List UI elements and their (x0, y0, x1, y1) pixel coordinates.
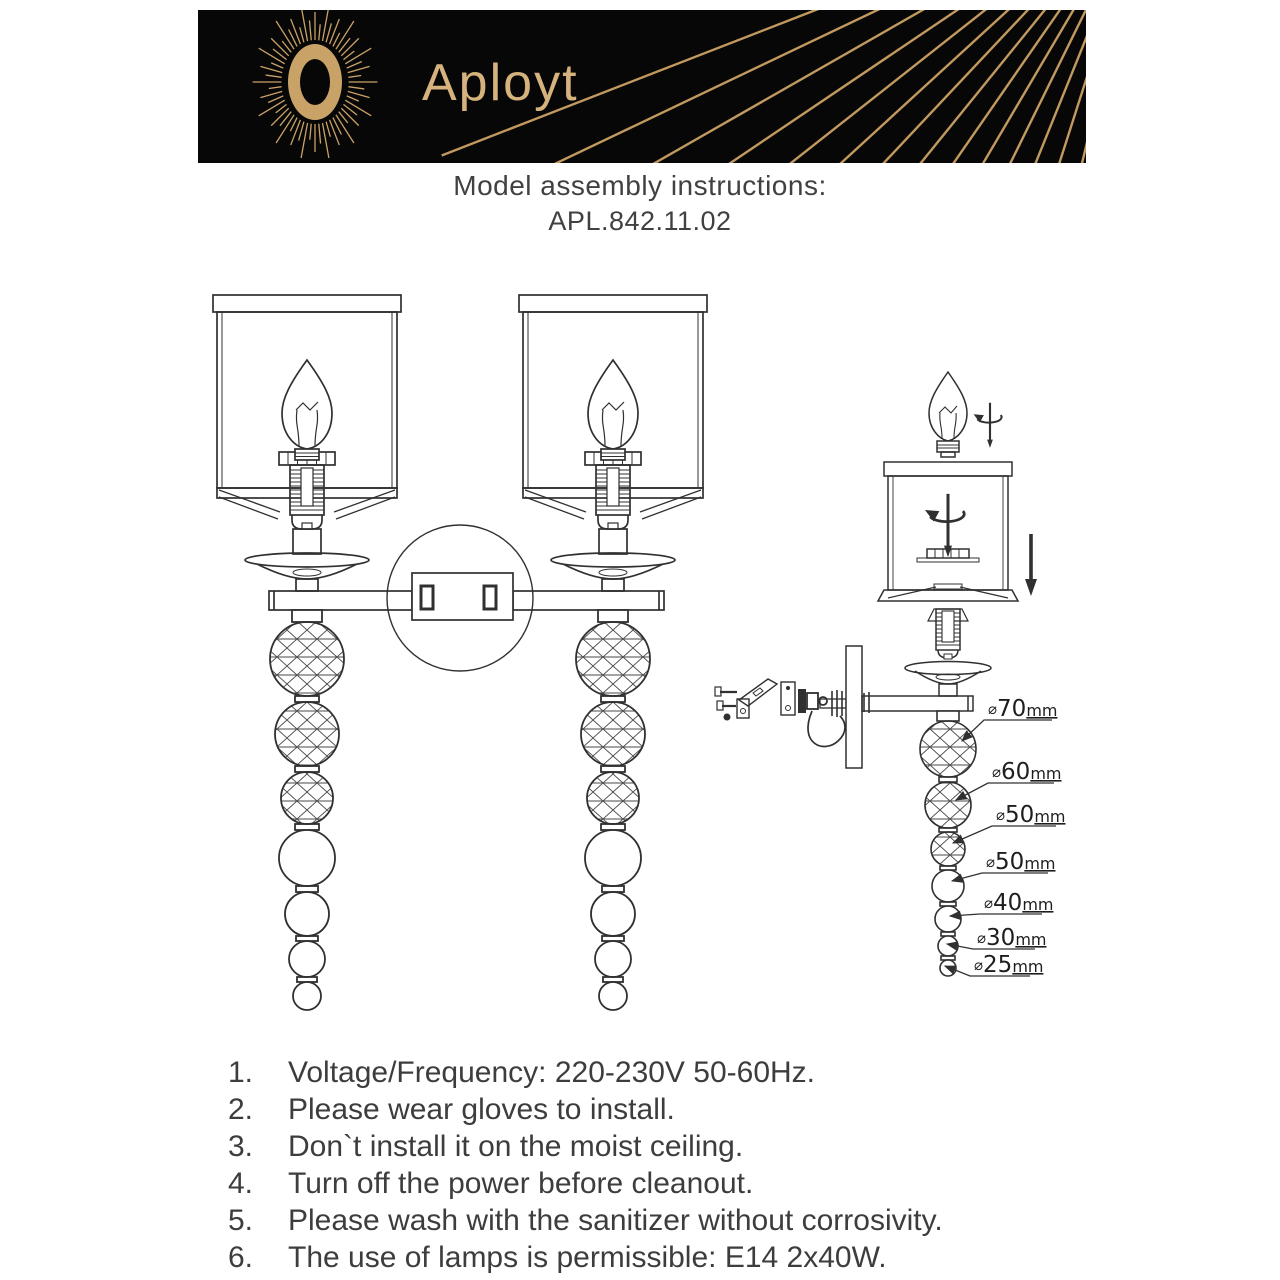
item-number: 6. (228, 1241, 254, 1274)
item-text: Voltage/Frequency: 220-230V 50-60Hz. (288, 1056, 816, 1089)
instruction-item (228, 1204, 943, 1241)
instruction-item (228, 1130, 943, 1167)
instruction-item (228, 1093, 943, 1130)
model-number: APL.842.11.02 (548, 206, 732, 236)
item-number: 3. (228, 1130, 254, 1163)
brand-wordmark: Aployt (422, 54, 579, 112)
rotate-bulb-arrow-icon (974, 403, 1002, 448)
right-lamp-assembly (519, 295, 707, 591)
item-text: The use of lamps is permissible: E14 2x40W. (288, 1241, 887, 1274)
item-number: 2. (228, 1093, 254, 1126)
left-lamp-assembly (213, 295, 401, 591)
instruction-item (228, 1056, 943, 1093)
instruction-item (228, 1167, 943, 1204)
slide-down-arrow-icon (1025, 534, 1037, 596)
mounting-box (412, 573, 513, 620)
rotate-shade-arrow-icon (925, 494, 964, 557)
right-bead-stack (576, 610, 650, 1010)
instruction-list (228, 1056, 943, 1278)
left-bead-stack (270, 610, 344, 1010)
dimension-label: ⌀70mm (988, 696, 1058, 722)
dimension-label: ⌀40mm (984, 890, 1054, 916)
side-view-drawing (715, 372, 1065, 978)
item-text: Turn off the power before cleanout. (288, 1167, 754, 1200)
hanging-wire (808, 711, 845, 747)
item-text: Please wash with the sanitizer without corrosivity. (288, 1204, 943, 1237)
item-number: 1. (228, 1056, 254, 1089)
item-number: 5. (228, 1204, 254, 1237)
dimension-label: ⌀50mm (986, 849, 1056, 875)
dimension-label: ⌀30mm (977, 925, 1047, 951)
candle-bulb-icon (929, 372, 967, 457)
wall-plate (846, 646, 862, 768)
dimension-label: ⌀50mm (996, 802, 1066, 828)
document-title: Model assembly instructions: (453, 170, 827, 201)
side-bead-stack (920, 711, 976, 976)
item-text: Please wear gloves to install. (288, 1093, 675, 1126)
dimension-label: ⌀60mm (992, 759, 1062, 785)
dimension-label: ⌀25mm (974, 952, 1044, 978)
lamp-arm (862, 696, 973, 711)
front-view-drawing (213, 295, 707, 1010)
side-socket-and-bobeche (905, 609, 991, 696)
instruction-item (228, 1241, 943, 1278)
item-number: 4. (228, 1167, 254, 1200)
item-text: Don`t install it on the moist ceiling. (288, 1130, 744, 1163)
